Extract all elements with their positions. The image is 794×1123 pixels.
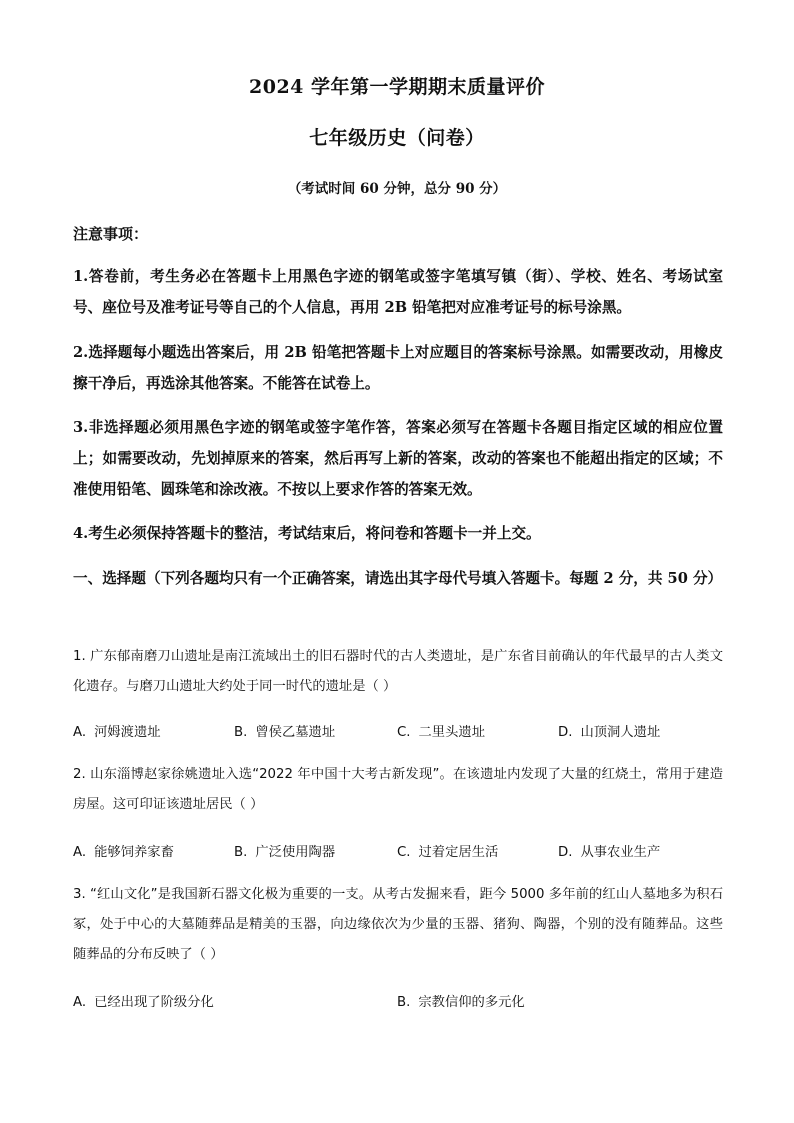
note-item-2: 2.选择题每小题选出答案后，用 2B 铅笔把答题卡上对应题目的答案标号涂黑。如需要改动，用橡皮擦干净后，再选涂其他答案。不能答在试卷上。 xyxy=(73,344,723,392)
option-c[interactable]: C. 二里头遗址 xyxy=(397,725,485,740)
option-a[interactable]: A. 河姆渡遗址 xyxy=(73,725,161,740)
option-a[interactable]: A. 能够饲养家畜 xyxy=(73,845,174,860)
note-item-3: 3.非选择题必须用黑色字迹的钢笔或签字笔作答，答案必须写在答题卡各题目指定区域的相应位置上；如需要改动，先划掉原来的答案，然后再写上新的答案，改动的答案也不能超出指定的区域；不准使用铅笔、圆珠笔和涂改液。不按以上要求作答的答案无效。 xyxy=(73,419,723,498)
option-a[interactable]: A. 已经出现了阶级分化 xyxy=(73,995,214,1010)
exam-subtitle: 七年级历史（问卷） xyxy=(309,127,485,149)
option-c[interactable]: C. 过着定居生活 xyxy=(397,845,499,860)
note-item-1: 1.答卷前，考生务必在答题卡上用黑色字迹的钢笔或签字笔填写镇（街）、学校、姓名、考场试室号、座位号及准考证号等自己的个人信息，再用 2B 铅笔把对应准考证号的标号涂黑。 xyxy=(73,268,723,316)
question-1-stem: 1. 广东郁南磨刀山遗址是南江流域出土的旧石器时代的古人类遗址，是广东省目前确认的年代最早的古人类文化遗存。与磨刀山遗址大约处于同一时代的遗址是（ ） xyxy=(73,649,723,694)
option-b[interactable]: B. 广泛使用陶器 xyxy=(234,845,336,860)
question-1-options xyxy=(73,721,723,743)
option-b[interactable]: B. 宗教信仰的多元化 xyxy=(397,995,525,1010)
question-2-stem: 2. 山东淄博赵家徐姚遗址入选“2022 年中国十大考古新发现”。在该遗址内发现了大量的红烧土，常用于建造房屋。这可印证该遗址居民（ ） xyxy=(73,767,723,812)
option-d[interactable]: D. 山顶洞人遗址 xyxy=(558,725,661,740)
question-3-stem: 3. “红山文化”是我国新石器文化极为重要的一支。从考古发掘来看，距今 5000 多年前的红山人墓地多为积石冢，处于中心的大墓随葬品是精美的玉器，向边缘依次为少量的玉器、猪狗、陶器，个别的没有随葬品。这些随葬品的分布反映了（ ） xyxy=(73,887,723,962)
exam-info: （考试时间 60 分钟，总分 90 分） xyxy=(287,181,507,197)
note-item-4: 4.考生必须保持答题卡的整洁，考试结束后，将问卷和答题卡一并上交。 xyxy=(73,525,541,542)
option-d[interactable]: D. 从事农业生产 xyxy=(558,845,661,860)
section-heading: 一、选择题（下列各题均只有一个正确答案，请选出其字母代号填入答题卡。每题 2 分，共 50 分） xyxy=(73,570,723,587)
question-2-options xyxy=(73,841,723,863)
option-b[interactable]: B. 曾侯乙墓遗址 xyxy=(234,725,336,740)
exam-title: 2024 学年第一学期期末质量评价 xyxy=(249,76,545,98)
question-3-options xyxy=(73,991,723,1013)
notes-heading: 注意事项： xyxy=(73,225,149,243)
